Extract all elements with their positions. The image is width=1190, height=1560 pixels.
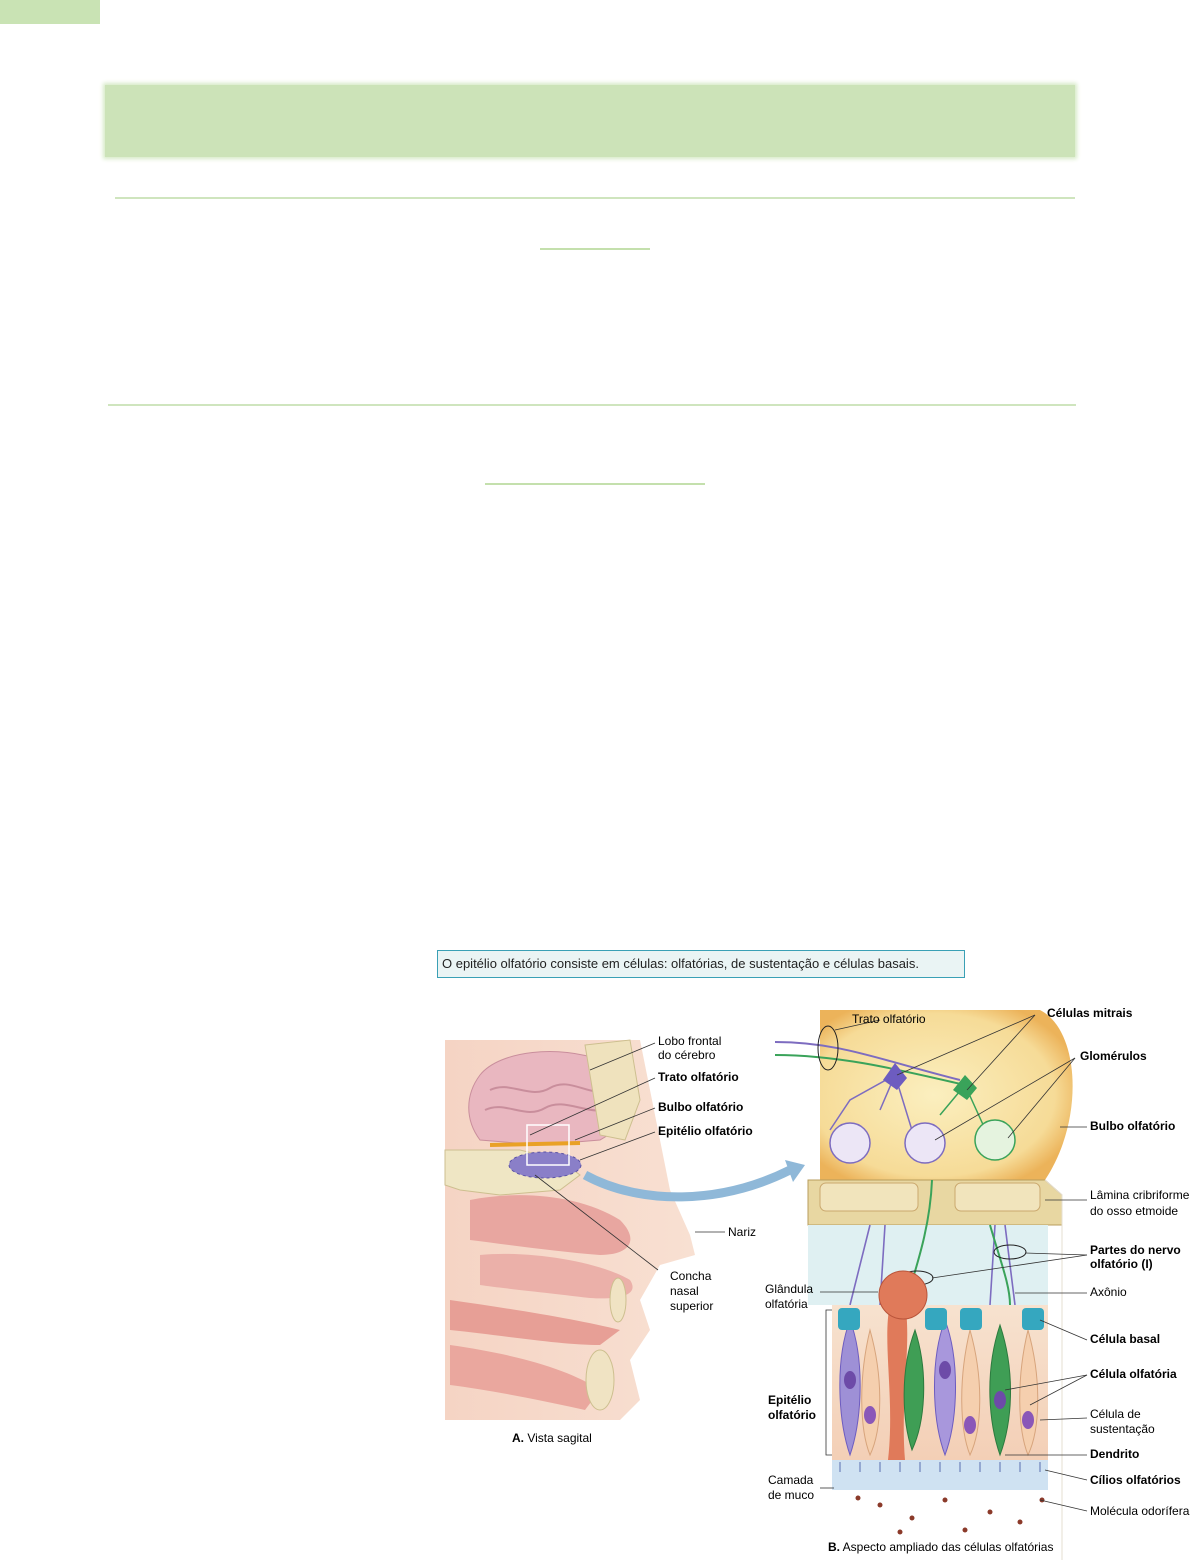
label-epitelio-b-1: Epitélio (768, 1393, 812, 1407)
label-bulbo-a: Bulbo olfatório (658, 1100, 744, 1114)
label-epitelio-a: Epitélio olfatório (658, 1124, 753, 1138)
label-trato-b: Trato olfatório (852, 1012, 926, 1026)
label-celula-basal: Célula basal (1090, 1332, 1161, 1346)
label-dendrito: Dendrito (1090, 1447, 1140, 1461)
glomerulus-3 (975, 1120, 1015, 1160)
glomerulus-1 (830, 1123, 870, 1163)
label-sustentacao-1: Célula de (1090, 1407, 1141, 1421)
nerve-region (808, 1225, 1048, 1305)
label-axonio: Axônio (1090, 1285, 1127, 1299)
label-glandula-2: olfatória (765, 1297, 808, 1311)
odorant-molecules (856, 1496, 1045, 1535)
label-concha-1: Concha (670, 1269, 712, 1283)
label-glomerulos: Glomérulos (1080, 1049, 1147, 1063)
label-lamina-1: Lâmina cribriforme (1090, 1188, 1190, 1202)
label-concha-3: superior (670, 1299, 714, 1313)
label-partes-2: olfatório (I) (1090, 1257, 1153, 1271)
label-concha-2: nasal (670, 1284, 699, 1298)
panel-b-enlarged-view (765, 1006, 1190, 1560)
olfactory-bulb-a (490, 1143, 580, 1145)
label-partes-1: Partes do nervo (1090, 1243, 1181, 1257)
label-bulbo-b: Bulbo olfatório (1090, 1119, 1176, 1133)
label-cilios: Cílios olfatórios (1090, 1473, 1181, 1487)
figure-caption: O epitélio olfatório consiste em células: olfatórias, de sustentação e células basais. (437, 950, 965, 978)
label-glandula-1: Glândula (765, 1282, 814, 1296)
label-celulas-mitrais: Células mitrais (1047, 1006, 1133, 1020)
glomerulus-2 (905, 1123, 945, 1163)
label-camada-2: de muco (768, 1488, 815, 1502)
panel-b-label: B. Aspecto ampliado das células olfatórias (828, 1540, 1054, 1554)
label-molecula: Molécula odorífera (1090, 1504, 1190, 1518)
label-lobo-frontal-2: do cérebro (658, 1048, 716, 1062)
label-epitelio-b-2: olfatório (768, 1408, 816, 1422)
label-camada-1: Camada (768, 1473, 814, 1487)
panel-a-label: A. Vista sagital (512, 1431, 592, 1445)
panel-a-sagittal-view (445, 1034, 805, 1445)
label-celula-olfatoria: Célula olfatória (1090, 1367, 1177, 1381)
olfactory-gland (879, 1271, 927, 1319)
basal-cell (838, 1308, 860, 1330)
label-lamina-2: do osso etmoide (1090, 1204, 1179, 1218)
label-lobo-frontal-1: Lobo frontal (658, 1034, 722, 1048)
label-trato-a: Trato olfatório (658, 1070, 739, 1084)
label-nariz: Nariz (728, 1225, 757, 1239)
label-sustentacao-2: sustentação (1090, 1422, 1155, 1436)
